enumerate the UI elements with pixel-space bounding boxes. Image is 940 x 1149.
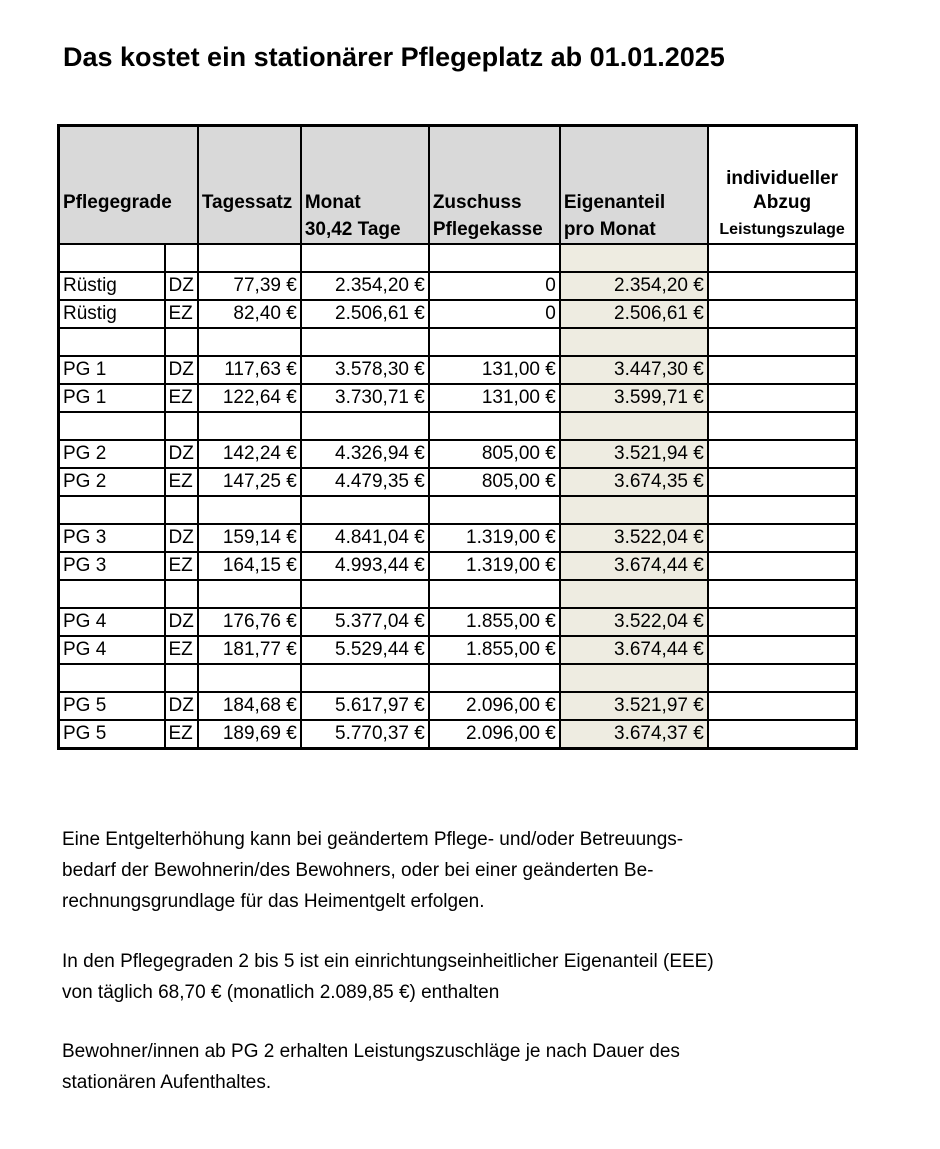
note-line: stationären Aufenthaltes. — [62, 1072, 272, 1093]
note-paragraph — [62, 824, 683, 917]
page-title: Das kostet ein stationärer Pflegeplatz ab 01.01.2025 — [63, 42, 725, 72]
cell-eigenanteil: 3.674,35 € — [560, 468, 708, 496]
note-line: In den Pflegegraden 2 bis 5 ist ein einrichtungseinheitlicher Eigenanteil (EEE) — [62, 951, 714, 972]
spacer-cell — [301, 664, 429, 692]
cell-eigenanteil: 3.522,04 € — [560, 608, 708, 636]
header-eigenanteil: Eigenanteil — [560, 126, 708, 218]
table-subheader-row — [59, 217, 857, 244]
spacer-cell — [301, 244, 429, 272]
table-row — [59, 300, 857, 328]
cell-room: EZ — [165, 636, 198, 664]
cell-tagessatz: 117,63 € — [198, 356, 301, 384]
cell-abzug — [708, 608, 857, 636]
cell-grade: PG 1 — [59, 356, 165, 384]
cell-room: EZ — [165, 552, 198, 580]
cell-room: DZ — [165, 440, 198, 468]
cell-room: EZ — [165, 384, 198, 412]
spacer-cell — [429, 496, 560, 524]
cell-tagessatz: 189,69 € — [198, 720, 301, 749]
cell-monat: 3.730,71 € — [301, 384, 429, 412]
cell-eigenanteil: 3.521,94 € — [560, 440, 708, 468]
spacer-cell — [59, 664, 165, 692]
cell-room: DZ — [165, 608, 198, 636]
spacer-cell — [560, 412, 708, 440]
spacer-cell — [165, 580, 198, 608]
subheader-monat: 30,42 Tage — [301, 217, 429, 244]
subheader-tagessatz-empty — [198, 217, 301, 244]
spacer-cell — [165, 412, 198, 440]
cell-eigenanteil: 3.674,44 € — [560, 552, 708, 580]
cell-monat: 4.479,35 € — [301, 468, 429, 496]
spacer-cell — [198, 580, 301, 608]
header-pflegegrade: Pflegegrade — [59, 126, 198, 218]
spacer-cell — [198, 412, 301, 440]
cell-zuschuss: 0 — [429, 300, 560, 328]
spacer-cell — [165, 328, 198, 356]
spacer-cell — [59, 580, 165, 608]
cell-room: DZ — [165, 692, 198, 720]
spacer-cell — [165, 244, 198, 272]
cell-monat: 3.578,30 € — [301, 356, 429, 384]
cell-grade: PG 5 — [59, 720, 165, 749]
spacer-cell — [59, 244, 165, 272]
spacer-cell — [429, 328, 560, 356]
spacer-cell — [560, 580, 708, 608]
cell-abzug — [708, 692, 857, 720]
spacer-cell — [429, 580, 560, 608]
table-row — [59, 468, 857, 496]
table-row — [59, 440, 857, 468]
spacer-cell — [301, 580, 429, 608]
cell-eigenanteil: 3.522,04 € — [560, 524, 708, 552]
table-row — [59, 636, 857, 664]
table-header-row — [59, 126, 857, 218]
cell-eigenanteil: 3.599,71 € — [560, 384, 708, 412]
spacer-cell — [59, 496, 165, 524]
cell-eigenanteil: 3.521,97 € — [560, 692, 708, 720]
spacer-cell — [708, 412, 857, 440]
note-line: Eine Entgelterhöhung kann bei geändertem Pflege- und/oder Betreuungs- — [62, 829, 684, 850]
cell-grade: PG 2 — [59, 468, 165, 496]
spacer-cell — [301, 496, 429, 524]
cell-tagessatz: 184,68 € — [198, 692, 301, 720]
subheader-zuschuss: Pflegekasse — [429, 217, 560, 244]
table-row — [59, 356, 857, 384]
note-line: Bewohner/innen ab PG 2 erhalten Leistungszuschläge je nach Dauer des — [62, 1041, 680, 1062]
cell-tagessatz: 77,39 € — [198, 272, 301, 300]
cell-monat: 5.377,04 € — [301, 608, 429, 636]
spacer-cell — [198, 328, 301, 356]
table-row — [59, 384, 857, 412]
cell-grade: PG 1 — [59, 384, 165, 412]
header-abzug-line2: Abzug — [753, 192, 812, 213]
cell-grade: Rüstig — [59, 300, 165, 328]
cell-eigenanteil: 3.674,44 € — [560, 636, 708, 664]
cell-room: EZ — [165, 300, 198, 328]
cell-zuschuss: 805,00 € — [429, 440, 560, 468]
table-row — [59, 692, 857, 720]
spacer-cell — [708, 496, 857, 524]
subheader-eigenanteil: pro Monat — [560, 217, 708, 244]
cell-room: DZ — [165, 356, 198, 384]
spacer-cell — [429, 244, 560, 272]
cell-abzug — [708, 468, 857, 496]
table-row — [59, 524, 857, 552]
cell-monat: 4.326,94 € — [301, 440, 429, 468]
cell-abzug — [708, 356, 857, 384]
cell-tagessatz: 176,76 € — [198, 608, 301, 636]
spacer-row — [59, 244, 857, 272]
header-abzug — [708, 126, 857, 218]
cell-room: DZ — [165, 524, 198, 552]
cell-monat: 4.993,44 € — [301, 552, 429, 580]
cell-monat: 5.617,97 € — [301, 692, 429, 720]
table-row — [59, 552, 857, 580]
cell-zuschuss: 1.855,00 € — [429, 608, 560, 636]
note-paragraph — [62, 1036, 680, 1098]
cell-grade: PG 3 — [59, 524, 165, 552]
cost-table — [57, 124, 858, 750]
spacer-row — [59, 664, 857, 692]
cell-abzug — [708, 720, 857, 749]
cell-eigenanteil: 2.506,61 € — [560, 300, 708, 328]
cell-abzug — [708, 440, 857, 468]
cell-abzug — [708, 300, 857, 328]
cell-grade: PG 2 — [59, 440, 165, 468]
cell-abzug — [708, 552, 857, 580]
cell-tagessatz: 82,40 € — [198, 300, 301, 328]
subheader-abzug: Leistungszulage — [708, 217, 857, 244]
spacer-row — [59, 328, 857, 356]
cell-zuschuss: 2.096,00 € — [429, 720, 560, 749]
spacer-row — [59, 496, 857, 524]
cell-zuschuss: 0 — [429, 272, 560, 300]
cell-monat: 5.529,44 € — [301, 636, 429, 664]
cell-zuschuss: 131,00 € — [429, 384, 560, 412]
cell-room: EZ — [165, 468, 198, 496]
cell-grade: Rüstig — [59, 272, 165, 300]
table-row — [59, 608, 857, 636]
spacer-cell — [429, 412, 560, 440]
spacer-cell — [708, 328, 857, 356]
cell-eigenanteil: 2.354,20 € — [560, 272, 708, 300]
table-row — [59, 720, 857, 749]
cell-tagessatz: 159,14 € — [198, 524, 301, 552]
cell-monat: 4.841,04 € — [301, 524, 429, 552]
spacer-cell — [708, 664, 857, 692]
cell-tagessatz: 122,64 € — [198, 384, 301, 412]
cell-abzug — [708, 524, 857, 552]
cell-zuschuss: 1.319,00 € — [429, 524, 560, 552]
cell-zuschuss: 1.319,00 € — [429, 552, 560, 580]
cell-eigenanteil: 3.674,37 € — [560, 720, 708, 749]
cell-tagessatz: 181,77 € — [198, 636, 301, 664]
header-tagessatz: Tagessatz — [198, 126, 301, 218]
header-monat: Monat — [301, 126, 429, 218]
header-zuschuss: Zuschuss — [429, 126, 560, 218]
cell-monat: 2.506,61 € — [301, 300, 429, 328]
cell-room: DZ — [165, 272, 198, 300]
spacer-cell — [198, 664, 301, 692]
cell-zuschuss: 805,00 € — [429, 468, 560, 496]
cell-grade: PG 4 — [59, 636, 165, 664]
spacer-cell — [708, 244, 857, 272]
spacer-cell — [560, 664, 708, 692]
cell-abzug — [708, 384, 857, 412]
cell-tagessatz: 147,25 € — [198, 468, 301, 496]
spacer-cell — [560, 328, 708, 356]
spacer-cell — [165, 664, 198, 692]
cell-abzug — [708, 636, 857, 664]
cell-room: EZ — [165, 720, 198, 749]
cell-monat: 5.770,37 € — [301, 720, 429, 749]
note-line: bedarf der Bewohnerin/des Bewohners, oder bei einer geänderten Be- — [62, 860, 654, 881]
cell-tagessatz: 142,24 € — [198, 440, 301, 468]
cell-abzug — [708, 272, 857, 300]
cell-grade: PG 3 — [59, 552, 165, 580]
cell-zuschuss: 2.096,00 € — [429, 692, 560, 720]
cell-zuschuss: 131,00 € — [429, 356, 560, 384]
spacer-cell — [59, 412, 165, 440]
cell-monat: 2.354,20 € — [301, 272, 429, 300]
cell-zuschuss: 1.855,00 € — [429, 636, 560, 664]
spacer-cell — [301, 328, 429, 356]
spacer-cell — [165, 496, 198, 524]
cell-eigenanteil: 3.447,30 € — [560, 356, 708, 384]
cell-grade: PG 5 — [59, 692, 165, 720]
spacer-cell — [560, 244, 708, 272]
table-row — [59, 272, 857, 300]
spacer-row — [59, 580, 857, 608]
note-line: rechnungsgrundlage für das Heimentgelt erfolgen. — [62, 891, 485, 912]
note-line: von täglich 68,70 € (monatlich 2.089,85 €) enthalten — [62, 982, 500, 1003]
cell-tagessatz: 164,15 € — [198, 552, 301, 580]
spacer-cell — [198, 244, 301, 272]
note-paragraph — [62, 946, 714, 1008]
spacer-cell — [301, 412, 429, 440]
spacer-cell — [708, 580, 857, 608]
spacer-cell — [198, 496, 301, 524]
spacer-cell — [59, 328, 165, 356]
spacer-row — [59, 412, 857, 440]
spacer-cell — [560, 496, 708, 524]
header-abzug-line1: individueller — [726, 168, 839, 189]
subheader-pflegegrade-empty — [59, 217, 198, 244]
spacer-cell — [429, 664, 560, 692]
cell-grade: PG 4 — [59, 608, 165, 636]
